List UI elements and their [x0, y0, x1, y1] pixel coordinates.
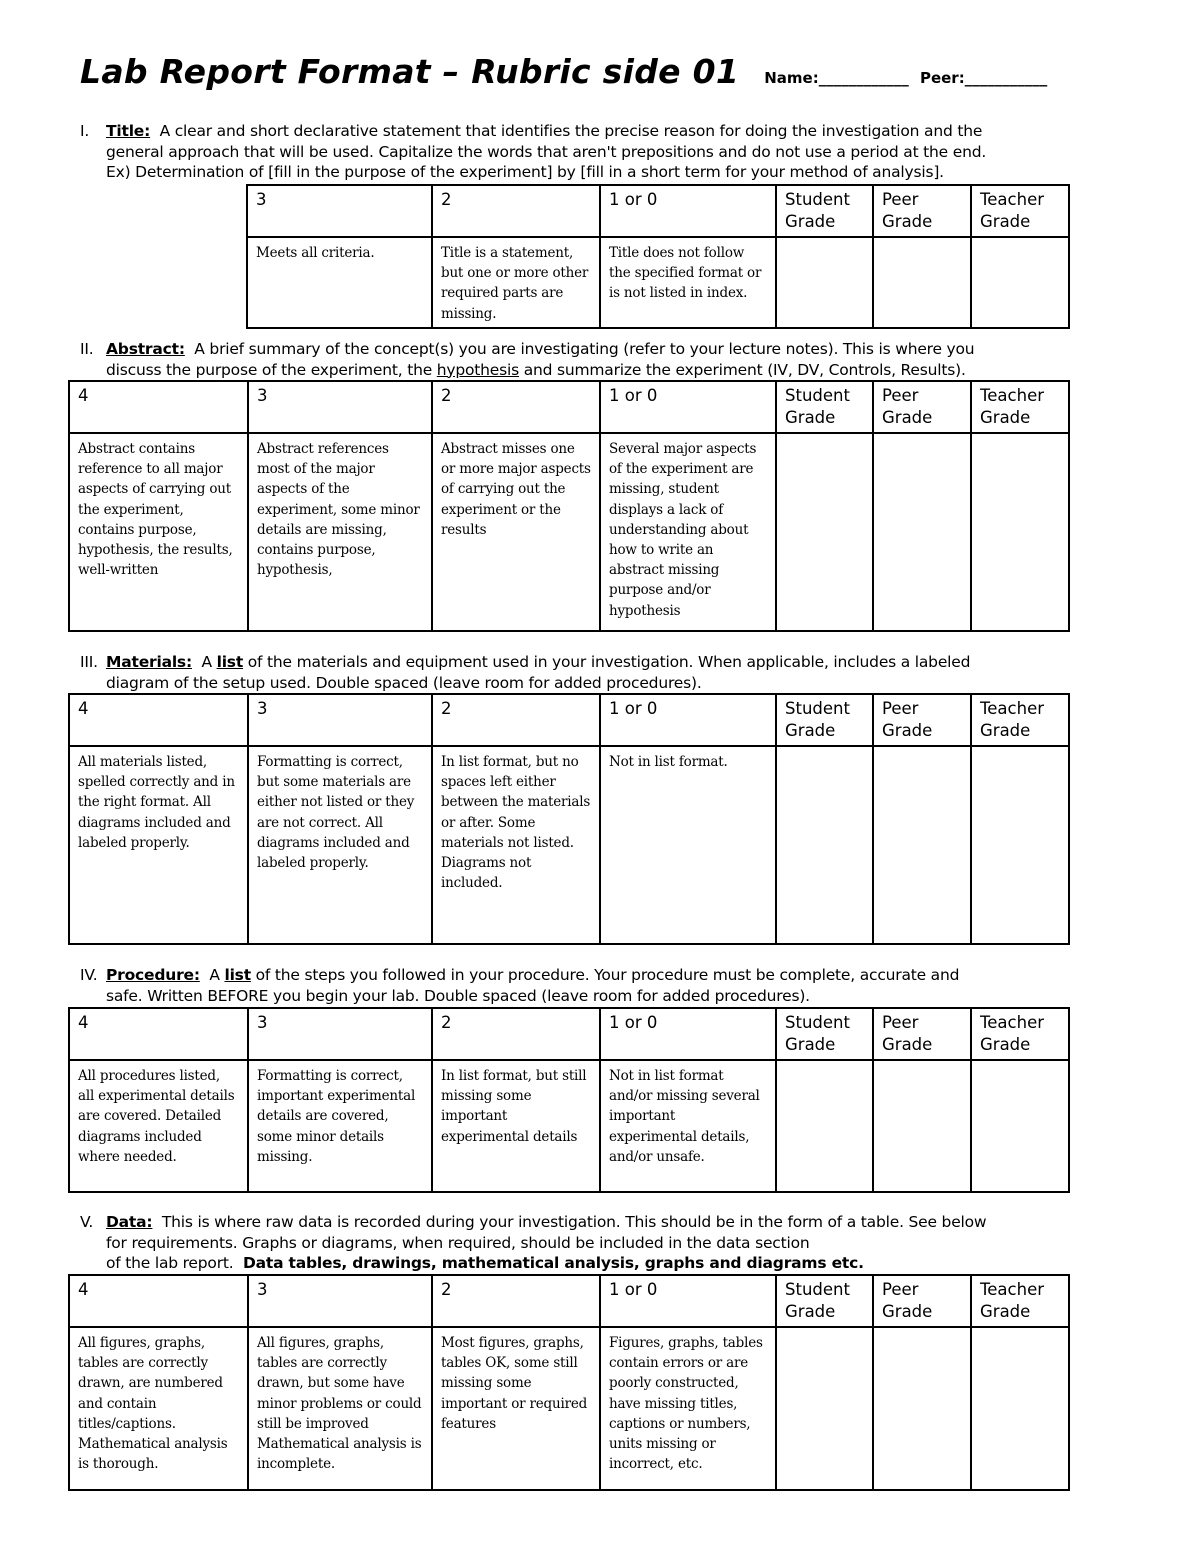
section-materials-description [80, 652, 1140, 693]
description-line: A list of the materials and equipment used in your investigation. When applicable, includes a labeled [201, 653, 971, 671]
criteria-cell: Title does not follow the specified format or is not listed in index. [600, 237, 776, 328]
section-heading: Title: [106, 122, 151, 140]
criteria-cell: Meets all criteria. [247, 237, 432, 328]
level-header: 4 [69, 381, 248, 433]
section-numeral: II. [80, 340, 94, 358]
level-header: 3 [248, 381, 432, 433]
level-header: 3 [248, 1275, 432, 1327]
section-data-description [80, 1212, 1140, 1274]
level-header: 2 [432, 381, 600, 433]
table-row [69, 1327, 1069, 1490]
description-line: for requirements. Graphs or diagrams, when required, should be included in the data section [106, 1233, 810, 1252]
underlined-keyword: list [216, 653, 244, 671]
peer-grade-cell[interactable] [873, 746, 971, 944]
teacher-grade-cell[interactable] [971, 237, 1069, 328]
level-header: 3 [247, 185, 432, 237]
level-header: 4 [69, 1275, 248, 1327]
level-header: 2 [432, 1275, 600, 1327]
description-line: discuss the purpose of the experiment, the hypothesis and summarize the experiment (IV, DV, Controls, Results). [106, 360, 966, 379]
teacher-grade-header: Teacher Grade [971, 185, 1069, 237]
peer-field[interactable]: Peer:___________ [919, 69, 1048, 87]
teacher-grade-header: Teacher Grade [971, 694, 1069, 746]
criteria-cell: Formatting is correct, but some materials are either not listed or they are not correct. All diagrams included and labeled properly. [248, 746, 432, 944]
table-header-row [69, 1008, 1069, 1060]
peer-grade-cell[interactable] [873, 433, 971, 631]
section-numeral: V. [80, 1213, 94, 1231]
peer-grade-header: Peer Grade [873, 381, 971, 433]
criteria-cell: Abstract misses one or more major aspects of carrying out the experiment or the results [432, 433, 600, 631]
student-grade-cell[interactable] [776, 1327, 873, 1490]
description-line: diagram of the setup used. Double spaced (leave room for added procedures). [106, 673, 702, 692]
data-requirements-emphasis: Data tables, drawings, mathematical analysis, graphs and diagrams etc. [242, 1254, 864, 1272]
name-field[interactable]: Name:____________ [764, 69, 909, 87]
criteria-cell: Figures, graphs, tables contain errors or are poorly constructed, have missing titles, captions or numbers, units missing or incorrect, etc. [600, 1327, 776, 1490]
level-header: 1 or 0 [600, 1008, 776, 1060]
rubric-table-procedure [68, 1007, 1070, 1193]
teacher-grade-cell[interactable] [971, 1327, 1069, 1490]
student-grade-cell[interactable] [776, 237, 873, 328]
level-header: 1 or 0 [600, 1275, 776, 1327]
teacher-grade-header: Teacher Grade [971, 381, 1069, 433]
level-header: 2 [432, 1008, 600, 1060]
criteria-cell: All procedures listed, all experimental details are covered. Detailed diagrams included where needed. [69, 1060, 248, 1192]
peer-grade-cell[interactable] [873, 237, 971, 328]
description-line: A list of the steps you followed in your procedure. Your procedure must be complete, accurate and [209, 966, 960, 984]
section-abstract-description [80, 339, 1140, 380]
section-heading: Materials: [106, 653, 192, 671]
description-line: general approach that will be used. Capitalize the words that aren't prepositions and do not use a period at the end. [106, 142, 987, 161]
level-header: 1 or 0 [600, 381, 776, 433]
table-header-row [247, 185, 1069, 237]
level-header: 3 [248, 694, 432, 746]
student-grade-header: Student Grade [776, 185, 873, 237]
peer-grade-header: Peer Grade [873, 185, 971, 237]
criteria-cell: Formatting is correct, important experimental details are covered, some minor details missing. [248, 1060, 432, 1192]
student-grade-cell[interactable] [776, 1060, 873, 1192]
criteria-cell: All materials listed, spelled correctly and in the right format. All diagrams included and labeled properly. [69, 746, 248, 944]
page-header [80, 52, 1120, 96]
table-row [247, 237, 1069, 328]
description-line: A clear and short declarative statement that identifies the precise reason for doing the investigation and the [159, 122, 983, 140]
section-heading: Procedure: [106, 966, 200, 984]
criteria-cell: Abstract contains reference to all major aspects of carrying out the experiment, contains purpose, hypothesis, the results, well-written [69, 433, 248, 631]
criteria-cell: All figures, graphs, tables are correctly drawn, are numbered and contain titles/captions. Mathematical analysis is thorough. [69, 1327, 248, 1490]
criteria-cell: Several major aspects of the experiment are missing, student displays a lack of understanding about how to write an abstract missing purpose and/or hypothesis [600, 433, 776, 631]
rubric-table-data [68, 1274, 1070, 1491]
section-procedure-description [80, 965, 1140, 1006]
table-row [69, 433, 1069, 631]
section-title-description [80, 121, 1140, 183]
section-heading: Abstract: [106, 340, 185, 358]
section-numeral: I. [80, 122, 90, 140]
rubric-table-abstract [68, 380, 1070, 632]
level-header: 2 [432, 185, 600, 237]
underlined-keyword: list [224, 966, 251, 984]
student-grade-header: Student Grade [776, 1275, 873, 1327]
peer-grade-cell[interactable] [873, 1327, 971, 1490]
student-grade-header: Student Grade [776, 1008, 873, 1060]
student-grade-cell[interactable] [776, 433, 873, 631]
table-header-row [69, 1275, 1069, 1327]
criteria-cell: Title is a statement, but one or more other required parts are missing. [432, 237, 600, 328]
criteria-cell: All figures, graphs, tables are correctly drawn, but some have minor problems or could still be improved Mathematical analysis is incomplete. [248, 1327, 432, 1490]
level-header: 3 [248, 1008, 432, 1060]
level-header: 4 [69, 1008, 248, 1060]
peer-grade-header: Peer Grade [873, 694, 971, 746]
level-header: 1 or 0 [600, 694, 776, 746]
level-header: 1 or 0 [600, 185, 776, 237]
table-row [69, 746, 1069, 944]
section-numeral: IV. [80, 966, 98, 984]
student-grade-cell[interactable] [776, 746, 873, 944]
teacher-grade-cell[interactable] [971, 1060, 1069, 1192]
criteria-cell: Most figures, graphs, tables OK, some still missing some important or required features [432, 1327, 600, 1490]
page-title: Lab Report Format – Rubric side 01 [80, 52, 740, 91]
description-line: safe. Written BEFORE you begin your lab. Double spaced (leave room for added procedures). [106, 986, 810, 1005]
teacher-grade-cell[interactable] [971, 746, 1069, 944]
table-row [69, 1060, 1069, 1192]
description-line: of the lab report. [106, 1254, 234, 1272]
rubric-table-title [246, 184, 1070, 329]
teacher-grade-cell[interactable] [971, 433, 1069, 631]
student-grade-header: Student Grade [776, 694, 873, 746]
teacher-grade-header: Teacher Grade [971, 1008, 1069, 1060]
criteria-cell: Abstract references most of the major aspects of the experiment, some minor details are missing, contains purpose, hypothesis, [248, 433, 432, 631]
underlined-keyword: hypothesis [436, 360, 519, 379]
criteria-cell: Not in list format and/or missing several important experimental details, and/or unsafe. [600, 1060, 776, 1192]
name-peer-fields [764, 69, 1053, 87]
teacher-grade-header: Teacher Grade [971, 1275, 1069, 1327]
criteria-cell: Not in list format. [600, 746, 776, 944]
peer-grade-header: Peer Grade [873, 1275, 971, 1327]
peer-grade-cell[interactable] [873, 1060, 971, 1192]
table-header-row [69, 694, 1069, 746]
table-header-row [69, 381, 1069, 433]
section-heading: Data: [106, 1213, 153, 1231]
description-line: Ex) Determination of [fill in the purpose of the experiment] by [fill in a short term for your method of analysis]. [106, 163, 944, 181]
rubric-table-materials [68, 693, 1070, 945]
level-header: 2 [432, 694, 600, 746]
criteria-cell: In list format, but no spaces left either between the materials or after. Some materials not listed. Diagrams not included. [432, 746, 600, 944]
description-line: A brief summary of the concept(s) you are investigating (refer to your lecture notes). This is where you [194, 340, 975, 358]
peer-grade-header: Peer Grade [873, 1008, 971, 1060]
level-header: 4 [69, 694, 248, 746]
description-line: This is where raw data is recorded during your investigation. This should be in the form of a table. See below [161, 1213, 987, 1231]
criteria-cell: In list format, but still missing some important experimental details [432, 1060, 600, 1192]
student-grade-header: Student Grade [776, 381, 873, 433]
section-numeral: III. [80, 653, 98, 671]
